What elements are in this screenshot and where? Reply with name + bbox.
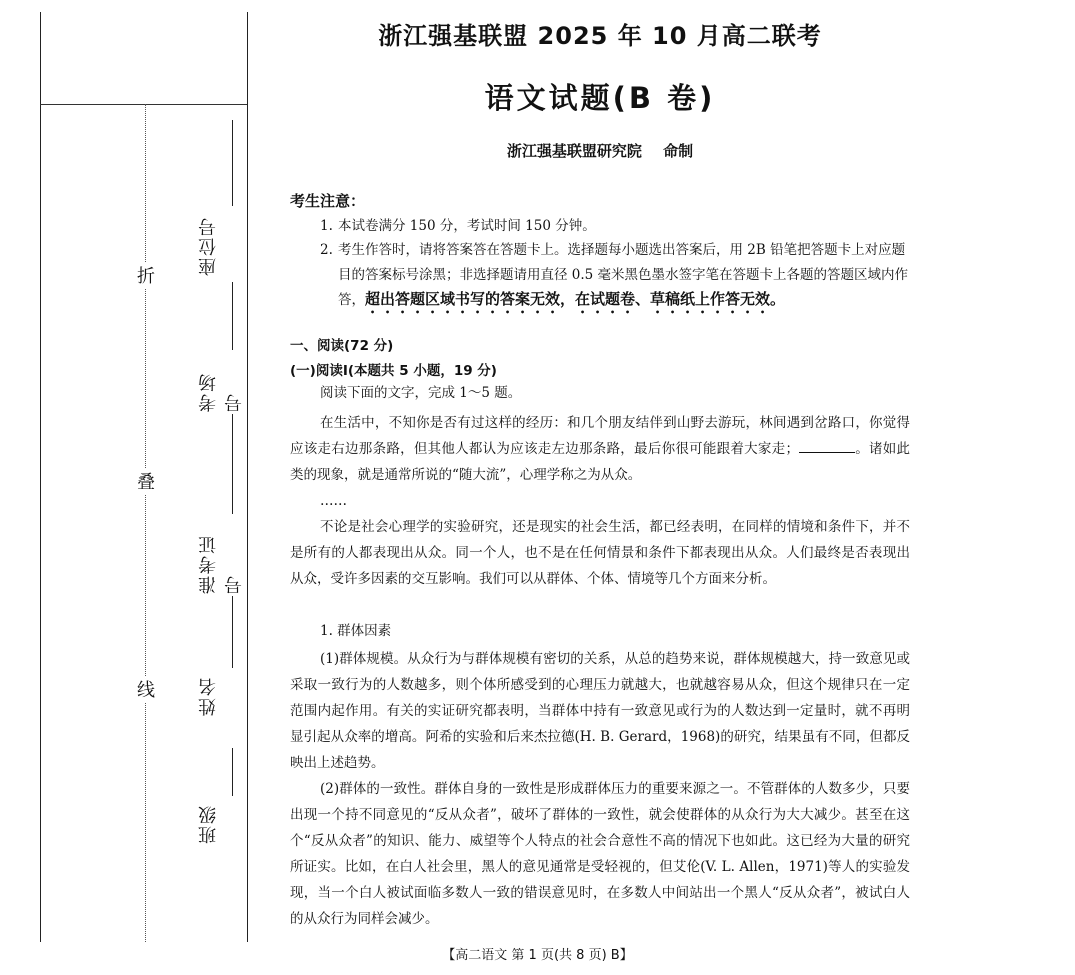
field-line (232, 120, 233, 206)
instruction: 阅读下面的文字，完成 1～5 题。 (320, 385, 522, 401)
field-seat-number[interactable] (196, 120, 240, 280)
ellipsis: …… (320, 493, 347, 509)
fill-in-blank[interactable] (799, 438, 855, 453)
notice-item-text: 本试卷满分 150 分，考试时间 150 分钟。 (338, 218, 596, 234)
field-admission-ticket[interactable] (196, 414, 245, 594)
field-line (232, 282, 233, 350)
notice-emphasis: 超出答题区域书写的答案无效，在试题卷、草稿纸上作答无效。 (365, 290, 786, 308)
notice-item-number: 2. (320, 242, 333, 258)
paragraph-1 (290, 410, 910, 488)
binding-outer-line (40, 12, 41, 942)
fold-char-xian: 线 (136, 676, 156, 702)
exam-title: 浙江强基联盟 2025 年 10 月高二联考 (378, 22, 822, 50)
producer-line: 浙江强基联盟研究院 命制 (506, 142, 694, 160)
notice-item-text-wrap (320, 238, 910, 317)
section-heading: 一、阅读(72 分) (290, 338, 394, 354)
field-label: 座位号 (198, 216, 219, 276)
notice-item-text: 考生作答时，请将答案答在答题卡上。选择题每小题选出答案后，用 2B 铅笔把答题卡上对应题目的答案标号涂黑；非选择题请用直径 0.5 毫米黑色墨水签字笔在答题卡上各题的答题区域内作答， (338, 242, 909, 308)
fold-dotted-line (145, 104, 146, 942)
field-label: 考场号 (198, 372, 245, 412)
notice-title: 考生注意： (290, 192, 366, 210)
paragraph-1-before: 在生活中，不知你是否有过这样的经历：和几个朋友结伴到山野去游玩，林间遇到岔路口，你觉得应该走右边那条路，但其他人都认为应该走左边那条路，最后你很可能跟着大家走； (290, 415, 910, 457)
notice-item-number: 1. (320, 218, 333, 234)
page-footer: 【高二语文 第 1 页(共 8 页) B】 (442, 948, 633, 963)
field-label: 姓名 (198, 676, 219, 716)
notice-item-2 (320, 238, 910, 317)
field-label: 准考证号 (198, 534, 245, 594)
field-label: 班级 (198, 804, 219, 844)
paragraph-2: 不论是社会心理学的实验研究，还是现实的社会生活，都已经表明，在同样的情境和条件下，并不是所有的人都表现出从众。同一个人，也不是在任何情景和条件下都表现出从众。人们最终是否表现出从众，受许多因素的交互影响。我们可以从群体、个体、情境等几个方面来分析。 (290, 519, 910, 587)
paragraph-4: (2)群体的一致性。群体自身的一致性是形成群体压力的重要来源之一。不管群体的人数多少，只要出现一个持不同意见的“反从众者”，破坏了群体的一致性，就会使群体的从众行为大大减少。甚至在这个“反从众者”的知识、能力、威望等个人特点的社会合意性不高的情况下也如此。这已经为大量的研究所证实。比如，在白人社会里，黑人的意见通常是受轻视的，但艾伦(V. L. Allen，1971)等人的实验发现，当一个白人被试面临多数人一致的错误意见时，在多数人中间站出一个黑人“反从众者”，被试白人的从众行为同样会减少。 (290, 781, 910, 927)
field-line (232, 596, 233, 668)
field-line (232, 414, 233, 514)
subsection-heading: (一)阅读Ⅰ(本题共 5 小题，19 分) (290, 363, 497, 379)
subject-title: 语文试题(B 卷) (484, 81, 716, 115)
paragraph-1-after: 。诸如此类的现象，就是通常所说的“随大流”，心理学称之为从众。 (290, 441, 911, 483)
fold-char-zhe: 折 (136, 262, 156, 288)
paragraph-3: (1)群体规模。从众行为与群体规模有密切的关系，从总的趋势来说，群体规模越大，持一致意见或采取一致行为的人数越多，则个体所感受到的心理压力就越大，也就越容易从众，但这个规律只在一定范围内起作用。有关的实证研究都表明，当群体中持有一致意见或行为的人数达到一定量时，就不再明显引起从众率的增高。阿希的实验和后来杰拉德(H. B. Gerard，1968)的研究，结果虽有不同，但都反映出上述趋势。 (290, 651, 910, 771)
binding-margin (0, 0, 250, 945)
binding-top-rule (40, 104, 247, 105)
heading-group-factors: 1. 群体因素 (320, 623, 392, 639)
binding-inner-line (247, 12, 248, 942)
notice-item-1 (320, 214, 910, 239)
field-name[interactable] (196, 596, 240, 746)
fold-char-die: 叠 (136, 468, 156, 494)
field-class[interactable] (196, 748, 240, 858)
field-line (232, 748, 233, 796)
field-room-number[interactable] (196, 282, 245, 412)
